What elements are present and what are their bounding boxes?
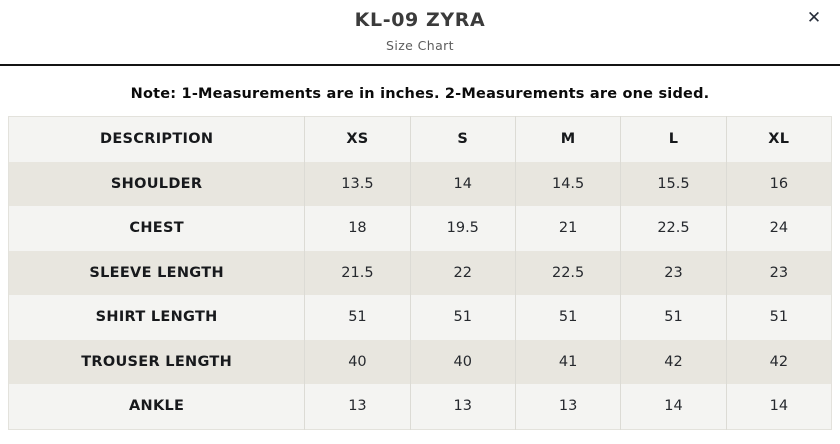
page-title: KL-09 ZYRA bbox=[354, 9, 486, 31]
cell-value: 40 bbox=[305, 340, 410, 385]
table-row-ankle bbox=[9, 384, 832, 429]
column-header-description: DESCRIPTION bbox=[100, 131, 214, 148]
measurement-note: Note: 1-Measurements are in inches. 2-Measurements are one sided. bbox=[130, 86, 710, 102]
cell-value: 51 bbox=[305, 295, 410, 340]
row-label: CHEST bbox=[129, 220, 184, 237]
close-icon: ✕ bbox=[806, 8, 822, 28]
cell-value: 51 bbox=[515, 295, 620, 340]
row-label: SHOULDER bbox=[110, 175, 203, 192]
row-label: SHIRT LENGTH bbox=[95, 309, 218, 326]
size-chart-table bbox=[8, 116, 832, 430]
modal-subtitle: Size Chart bbox=[386, 38, 454, 53]
table-row-shoulder bbox=[9, 162, 832, 207]
cell-value: 13 bbox=[305, 384, 410, 429]
row-label: TROUSER LENGTH bbox=[81, 353, 233, 370]
cell-value: 14.5 bbox=[515, 162, 620, 207]
close-button[interactable] bbox=[800, 4, 828, 32]
cell-value: 40 bbox=[410, 340, 515, 385]
cell-value: 41 bbox=[515, 340, 620, 385]
cell-value: 14 bbox=[726, 384, 831, 429]
cell-value: 21.5 bbox=[305, 251, 410, 296]
header-divider bbox=[0, 64, 840, 66]
cell-value: 22.5 bbox=[621, 206, 726, 251]
table-row-chest bbox=[9, 206, 832, 251]
cell-value: 21 bbox=[515, 206, 620, 251]
cell-value: 51 bbox=[621, 295, 726, 340]
cell-value: 13 bbox=[515, 384, 620, 429]
column-header-s: S bbox=[410, 117, 515, 162]
row-label: ANKLE bbox=[129, 398, 185, 415]
cell-value: 42 bbox=[726, 340, 831, 385]
cell-value: 23 bbox=[726, 251, 831, 296]
cell-value: 14 bbox=[410, 162, 515, 207]
cell-value: 51 bbox=[410, 295, 515, 340]
column-header-xl: XL bbox=[726, 117, 831, 162]
cell-value: 16 bbox=[726, 162, 831, 207]
table-row-shirt-length bbox=[9, 295, 832, 340]
cell-value: 18 bbox=[305, 206, 410, 251]
row-label: SLEEVE LENGTH bbox=[89, 264, 224, 281]
cell-value: 13.5 bbox=[305, 162, 410, 207]
cell-value: 22 bbox=[410, 251, 515, 296]
cell-value: 13 bbox=[410, 384, 515, 429]
table-header-row bbox=[9, 117, 832, 162]
column-header-l: L bbox=[621, 117, 726, 162]
modal-header bbox=[0, 0, 840, 53]
cell-value: 24 bbox=[726, 206, 831, 251]
cell-value: 14 bbox=[621, 384, 726, 429]
table-row-trouser-length bbox=[9, 340, 832, 385]
table-row-sleeve-length bbox=[9, 251, 832, 296]
cell-value: 19.5 bbox=[410, 206, 515, 251]
cell-value: 42 bbox=[621, 340, 726, 385]
column-header-xs: XS bbox=[305, 117, 410, 162]
cell-value: 23 bbox=[621, 251, 726, 296]
cell-value: 15.5 bbox=[621, 162, 726, 207]
column-header-m: M bbox=[515, 117, 620, 162]
cell-value: 22.5 bbox=[515, 251, 620, 296]
cell-value: 51 bbox=[726, 295, 831, 340]
